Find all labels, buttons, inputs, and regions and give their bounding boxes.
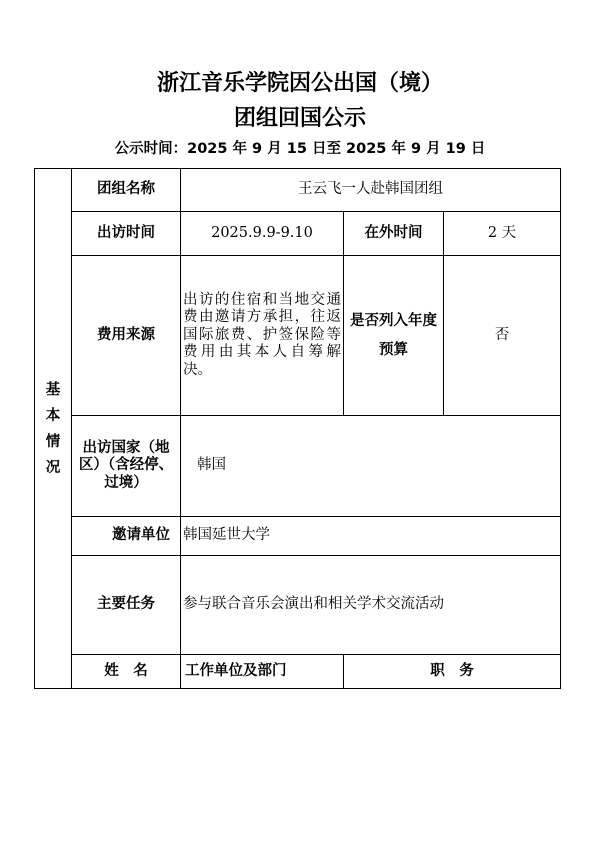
row-visit-time [35,212,561,256]
funding-label: 费用来源 [72,256,181,416]
info-table [34,168,561,689]
section-char: 本 [45,407,61,424]
time-abroad-label: 在外时间 [344,212,444,256]
group-name-value: 王云飞一人赴韩国团组 [181,169,561,212]
country-label: 出访国家（地区）（含经停、过境） [72,416,181,517]
task-label: 主要任务 [72,556,181,655]
title-line-2: 团组回国公示 [233,106,366,131]
row-member-header [35,655,561,689]
row-country [35,416,561,517]
inviter-value: 韩国延世大学 [181,517,561,556]
time-abroad-value: 2 天 [444,212,561,256]
announcement-period: 公示时间：2025 年 9 月 15 日至 2025 年 9 月 19 日 [114,141,486,157]
section-char: 基 [45,381,61,398]
member-name-header: 姓 名 [72,655,181,689]
budget-value: 否 [444,256,561,416]
inviter-label: 邀请单位 [72,517,181,556]
visit-time-label: 出访时间 [72,212,181,256]
member-unit-header: 工作单位及部门 [181,655,344,689]
title-line-1: 浙江音乐学院因公出国（境） [156,71,443,96]
visit-time-value: 2025.9.9-9.10 [181,212,344,256]
row-funding [35,256,561,416]
section-char: 况 [45,459,61,476]
row-group-name [35,169,561,212]
task-value: 参与联合音乐会演出和相关学术交流活动 [181,556,561,655]
section-char: 情 [45,433,61,450]
country-value: 韩国 [181,416,561,517]
row-inviter [35,517,561,556]
section-basic-info [35,169,72,689]
member-position-header: 职 务 [344,655,561,689]
funding-value: 出访的住宿和当地交通费由邀请方承担，往返国际旅费、护签保险等费用由其本人自筹解决。 [181,256,344,416]
row-task [35,556,561,655]
budget-label: 是否列入年度预算 [344,256,444,416]
group-name-label: 团组名称 [72,169,181,212]
